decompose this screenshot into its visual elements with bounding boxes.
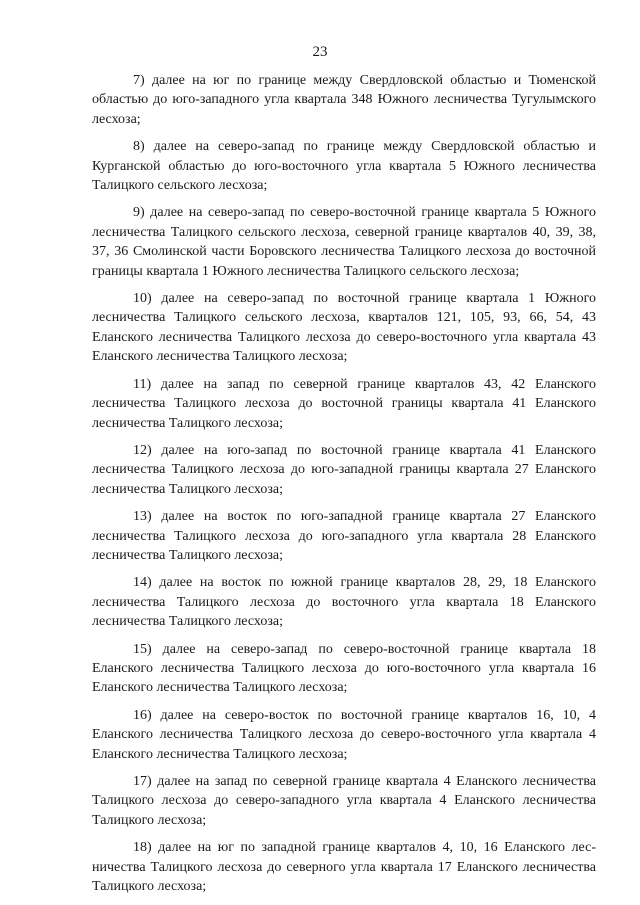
paragraph-item-11: 11) далее на запад по северной границе кварталов 43, 42 Еланского лесничества Талицкого лесхоза до восточной границы квартала 41 Еланского лесничества Талицкого лесхоза; — [92, 376, 596, 431]
paragraph-item-16: 16) далее на северо-восток по восточной границе кварталов 16, 10, 4 Еланского лесничества Талицкого лесхоза до северо-восточного угла квартала 4 Еланского лесничества Талицкого лесхоза; — [92, 707, 596, 762]
paragraph-item-17: 17) далее на запад по северной границе квартала 4 Еланского лесничества Талицкого лесхоза до северо-западного угла квартала 4 Еланского лесничества Талицкого лесхоза; — [92, 774, 596, 828]
paragraph-item-7: 7) далее на юг по границе между Свердловской областью и Тюменской областью до юго-западного угла квартала 348 Южного лесничества Тугулымского лесхоза; — [92, 73, 596, 127]
paragraph-item-8: 8) далее на северо-запад по границе между Свердловской областью и Курганской областью до юго-восточного угла квартала 5 Южного лесничества Талицкого сельского лесхоза; — [92, 139, 596, 194]
paragraph-item-15: 15) далее на северо-запад по северо-восточной границе квартала 18 Еланского лесничества Талицкого лесхоза до юго-восточного угла квартала 16 Еланского лесничества Талицкого лесхоза; — [92, 641, 596, 696]
paragraph-item-12: 12) далее на юго-запад по восточной границе квартала 41 Еланского лесничества Талицкого лесхоза до юго-западной границы квартала 27 Еланского лесничества Талицкого лесхоза; — [92, 442, 596, 497]
paragraph-item-9: 9) далее на северо-запад по северо-восточной границе квартала 5 Южного лесничества Талицкого сельского лесхоза, северной границе кварталов 40, 39, 38, 37, 36 Смолинской части Боровского лесничества Талицкого лесхоза до восточной границы квартала 1 Южного лесничества Талицкого сельского лесхоза; — [92, 205, 596, 279]
document-body — [92, 71, 596, 904]
paragraph-item-18: 18) далее на юг по западной границе кварталов 4, 10, 16 Еланского лесничества Талицкого лесхоза до северного угла квартала 17 Еланского лесничества Талицкого лесхоза; — [92, 840, 596, 895]
paragraph-item-14: 14) далее на восток по южной границе кварталов 28, 29, 18 Еланского лесничества Талицкого лесхоза до восточного угла квартала 18 Еланского лесничества Талицкого лесхоза; — [92, 575, 596, 630]
paragraph-item-13: 13) далее на восток по юго-западной границе квартала 27 Еланского лесничества Талицкого лесхоза до юго-западного угла квартала 28 Еланского лесничества Талицкого лесхоза; — [92, 509, 596, 563]
page-number: 23 — [312, 44, 328, 60]
paragraph-item-10: 10) далее на северо-запад по восточной границе квартала 1 Южного лесничества Талицкого сельского лесхоза, кварталов 121, 105, 93, 66, 54, 43 Еланского лесничества Талицкого лесхоза до северо-восточного угла квартала 43 Еланского лесничества Талицкого лесхоза; — [92, 291, 596, 365]
